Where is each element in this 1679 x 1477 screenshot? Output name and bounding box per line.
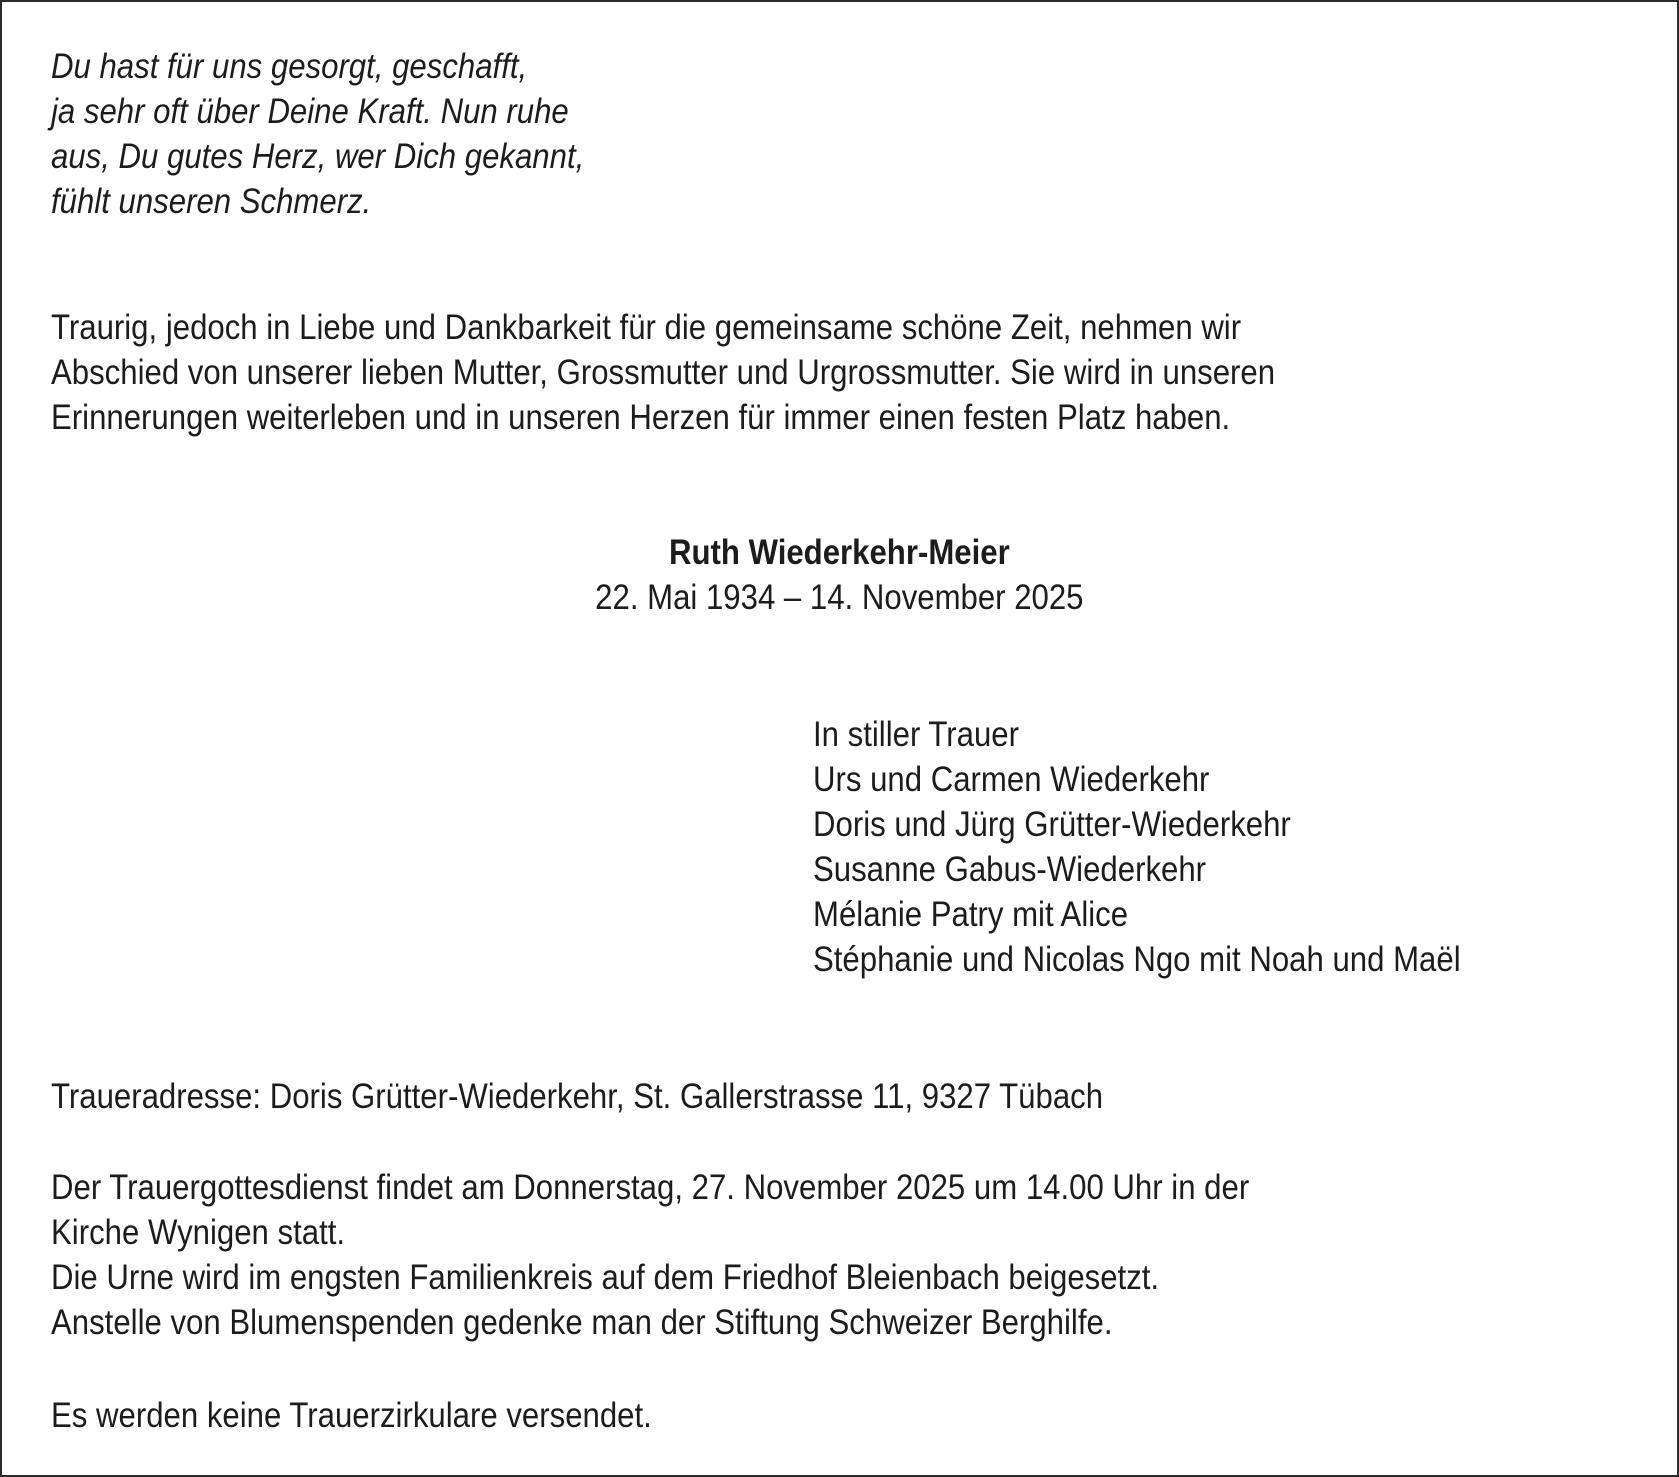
mourner-name: Stéphanie und Nicolas Ngo mit Noah und Maël — [813, 940, 1461, 979]
service-line: Der Trauergottesdienst findet am Donnerstag, 27. November 2025 um 14.00 Uhr in der — [51, 1168, 1250, 1207]
poem-line: ja sehr oft über Deine Kraft. Nun ruhe — [51, 92, 569, 131]
mourners-list — [813, 712, 1461, 982]
farewell-paragraph — [51, 305, 1275, 440]
funeral-service-info — [51, 1165, 1249, 1345]
mourner-name: Mélanie Patry mit Alice — [813, 895, 1129, 934]
deceased-dates: 22. Mai 1934 – 14. November 2025 — [595, 578, 1084, 617]
memorial-poem — [51, 44, 584, 224]
intro-line: Abschied von unserer lieben Mutter, Grossmutter und Urgrossmutter. Sie wird in unseren — [51, 353, 1276, 392]
deceased-block — [0, 530, 1679, 620]
poem-line: Du hast für uns gesorgt, geschafft, — [51, 47, 528, 86]
mourning-address — [51, 1074, 1103, 1119]
closing-text: Es werden keine Trauerzirkulare versendet. — [51, 1396, 652, 1435]
address-text: Traueradresse: Doris Grütter-Wiederkehr, St. Gallerstrasse 11, 9327 Tübach — [51, 1077, 1104, 1116]
poem-line: fühlt unseren Schmerz. — [51, 182, 372, 221]
mourner-name: Doris und Jürg Grütter-Wiederkehr — [813, 805, 1291, 844]
service-line: Anstelle von Blumenspenden gedenke man der Stiftung Schweizer Berghilfe. — [51, 1303, 1113, 1342]
poem-line: aus, Du gutes Herz, wer Dich gekannt, — [51, 137, 585, 176]
deceased-name: Ruth Wiederkehr-Meier — [669, 533, 1010, 572]
intro-line: Traurig, jedoch in Liebe und Dankbarkeit für die gemeinsame schöne Zeit, nehmen wir — [51, 308, 1242, 347]
service-line: Kirche Wynigen statt. — [51, 1213, 346, 1252]
closing-note — [51, 1393, 652, 1438]
mourner-name: Urs und Carmen Wiederkehr — [813, 760, 1210, 799]
mourner-name: Susanne Gabus-Wiederkehr — [813, 850, 1207, 889]
mourners-heading: In stiller Trauer — [813, 715, 1020, 754]
intro-line: Erinnerungen weiterleben und in unseren Herzen für immer einen festen Platz haben. — [51, 398, 1231, 437]
service-line: Die Urne wird im engsten Familienkreis auf dem Friedhof Bleienbach beigesetzt. — [51, 1258, 1160, 1297]
